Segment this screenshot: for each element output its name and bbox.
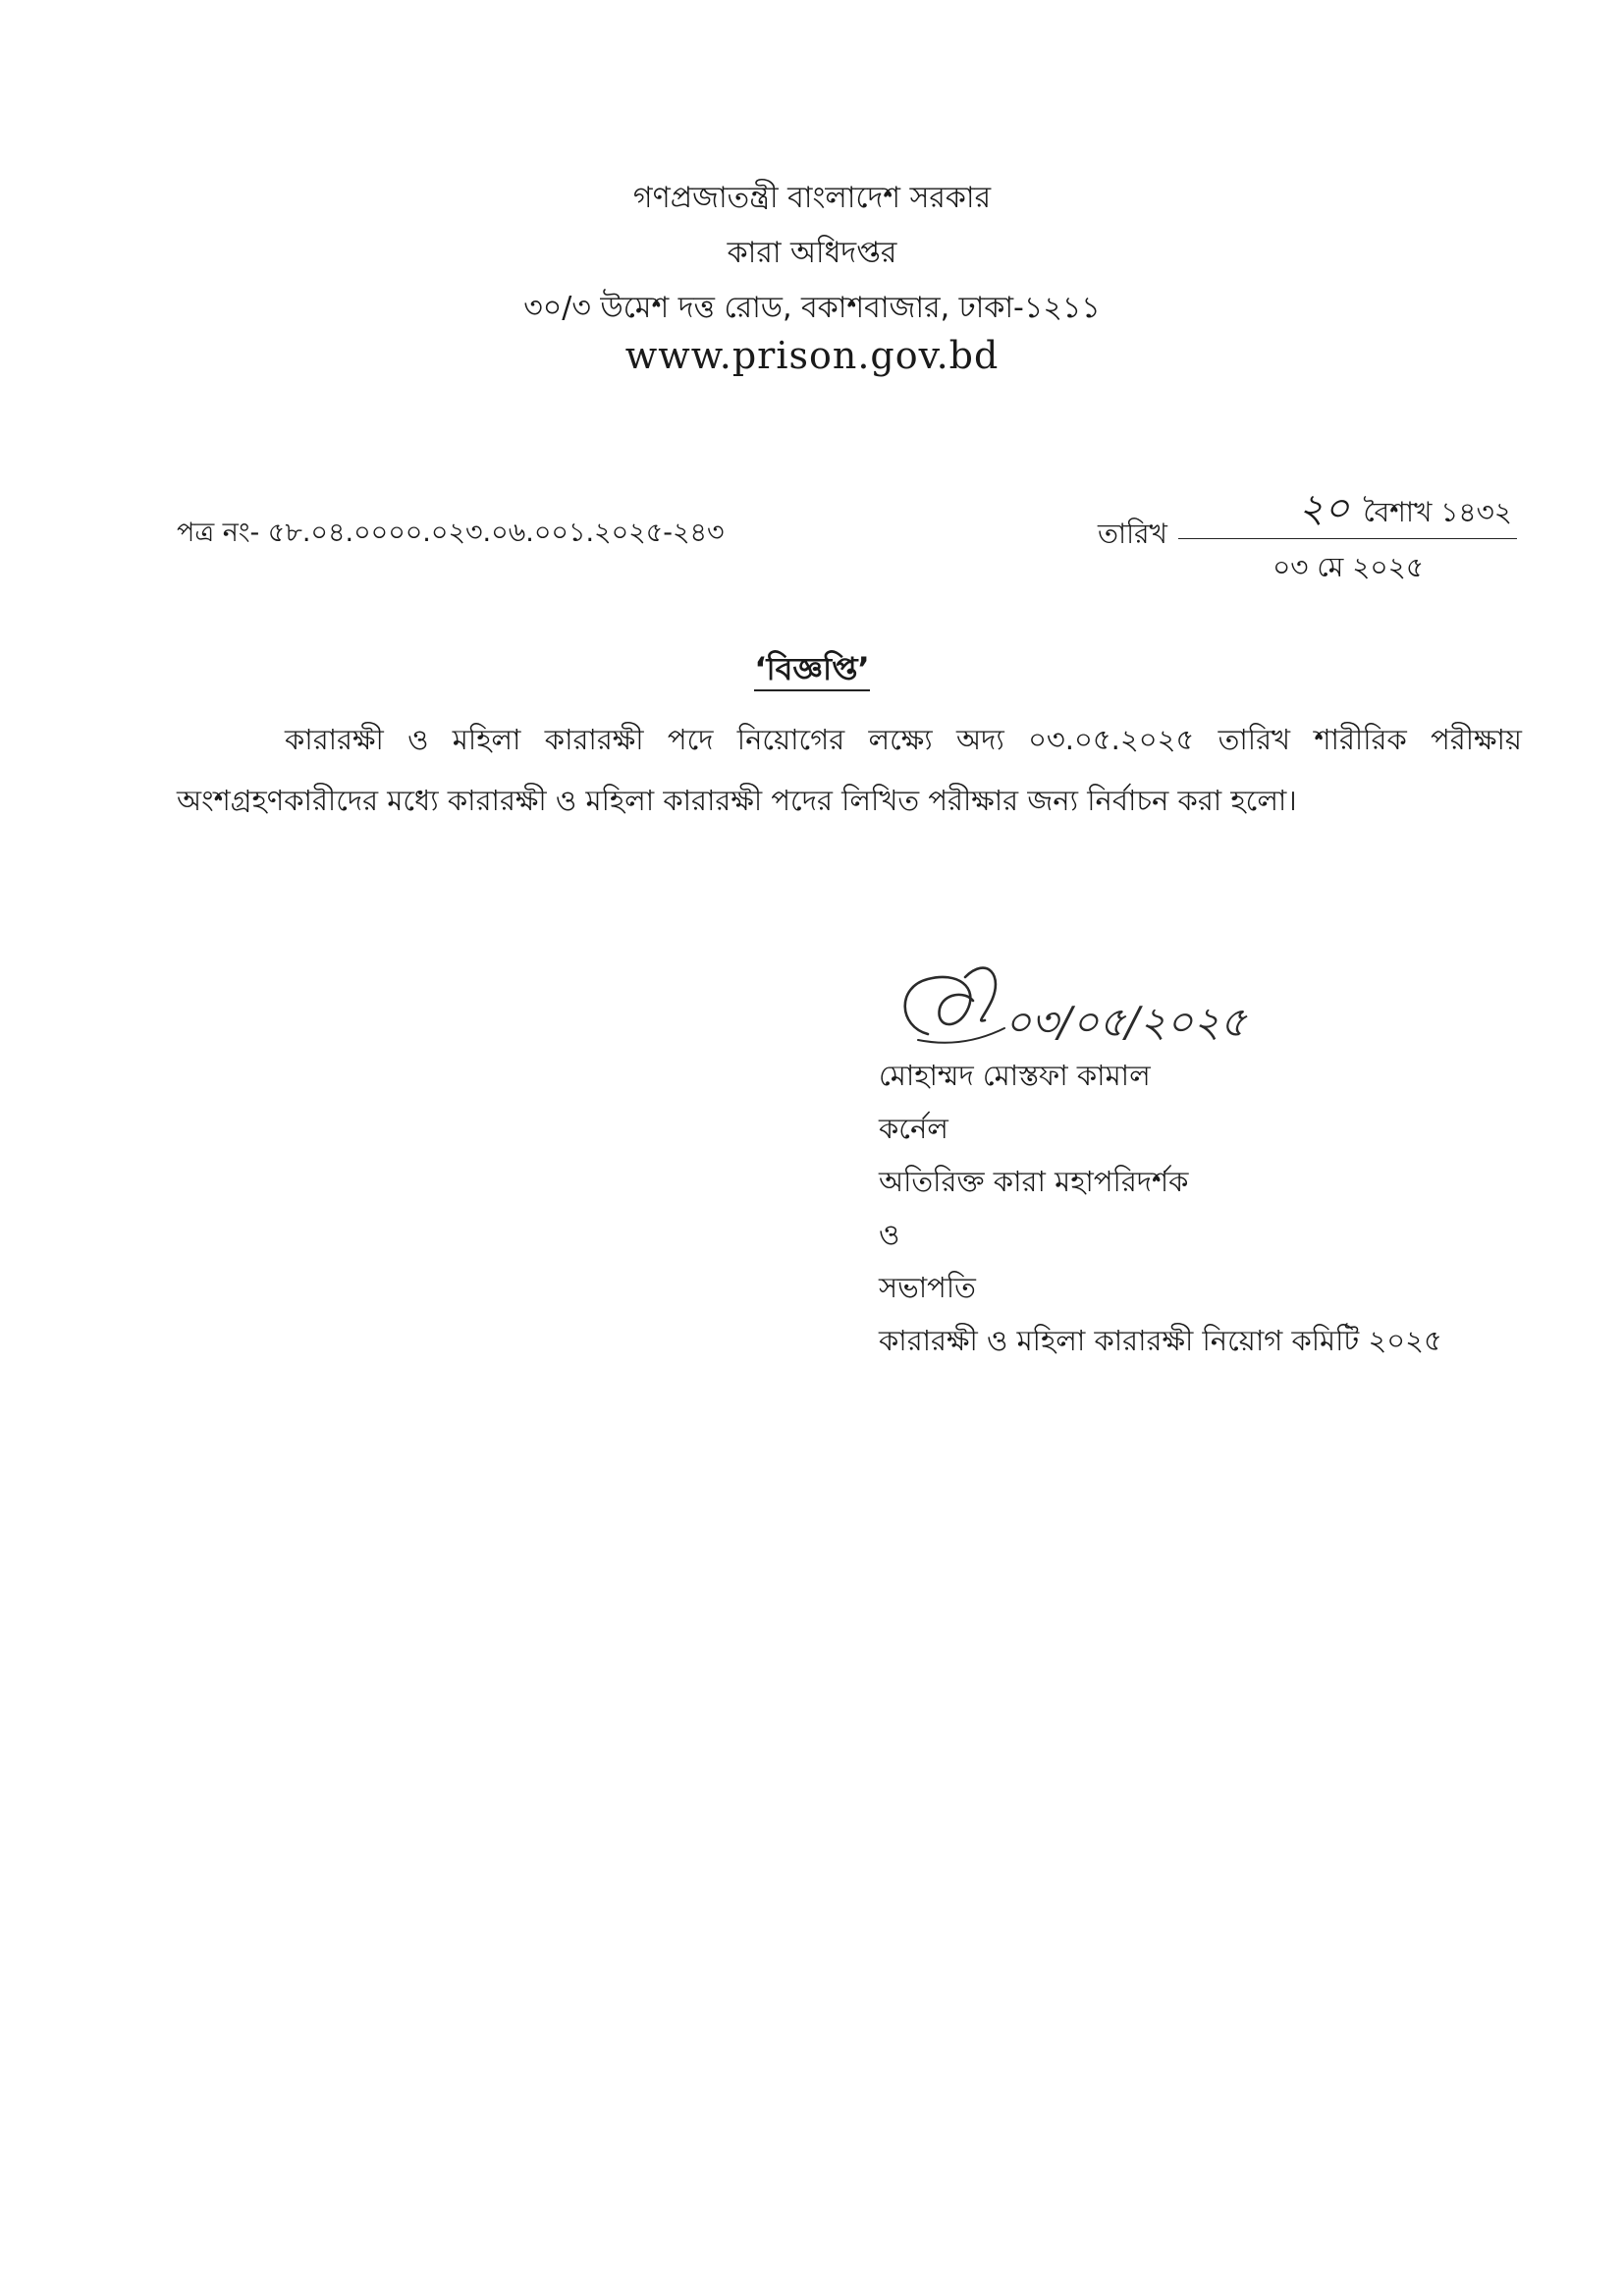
- website-url: www.prison.gov.bd: [624, 334, 1000, 377]
- government-name: গণপ্রজাতন্ত্রী বাংলাদেশ সরকার: [632, 181, 992, 215]
- signatory-conjunction: ও: [879, 1218, 900, 1251]
- notice-title: [0, 644, 1624, 697]
- signatory-designation: অতিরিক্ত কারা মহাপরিদর্শক: [879, 1165, 1189, 1198]
- signatory-committee: কারারক্ষী ও মহিলা কারারক্ষী নিয়োগ কমিটি ২০২৫: [879, 1324, 1442, 1357]
- department-name: কারা অধিদপ্তর: [727, 236, 897, 270]
- signatory-role: সভাপতি: [879, 1271, 976, 1304]
- signature-handwritten-date: ০৩/০৫/২০২৫: [1004, 998, 1247, 1046]
- notice-title-text: ‘বিজ্ঞপ্তি’: [754, 650, 869, 691]
- date-label: তারিখ: [1098, 518, 1167, 550]
- date-bangla: [1178, 483, 1512, 534]
- signatory-name: মোহাম্মদ মোস্তফা কামাল: [879, 1059, 1151, 1092]
- signatory-rank: কর্নেল: [879, 1112, 948, 1145]
- office-address: ৩০/৩ উমেশ দত্ত রোড, বকাশবাজার, ঢাকা-১২১১: [523, 291, 1101, 325]
- date-divider: [1178, 538, 1517, 539]
- date-bangla-month-year: বৈশাখ ১৪৩২: [1363, 496, 1512, 528]
- signatory-block: [879, 1049, 1442, 1367]
- date-day-handwritten: ২০: [1298, 486, 1350, 531]
- memo-number: পত্র নং- ৫৮.০৪.০০০০.০২৩.০৬.০০১.২০২৫-২৪৩: [177, 518, 725, 548]
- date-english: ০৩ মে ২০২৫: [1272, 551, 1424, 583]
- notice-body: কারারক্ষী ও মহিলা কারারক্ষী পদে নিয়োগের লক্ষ্যে অদ্য ০৩.০৫.২০২৫ তারিখ শারীরিক পরীক্ষায় অংশগ্রহণকারীদের মধ্যে কারারক্ষী ও মহিলা কারারক্ষী পদের লিখিত পরীক্ষার জন্য নির্বাচন করা হলো।: [177, 723, 1522, 817]
